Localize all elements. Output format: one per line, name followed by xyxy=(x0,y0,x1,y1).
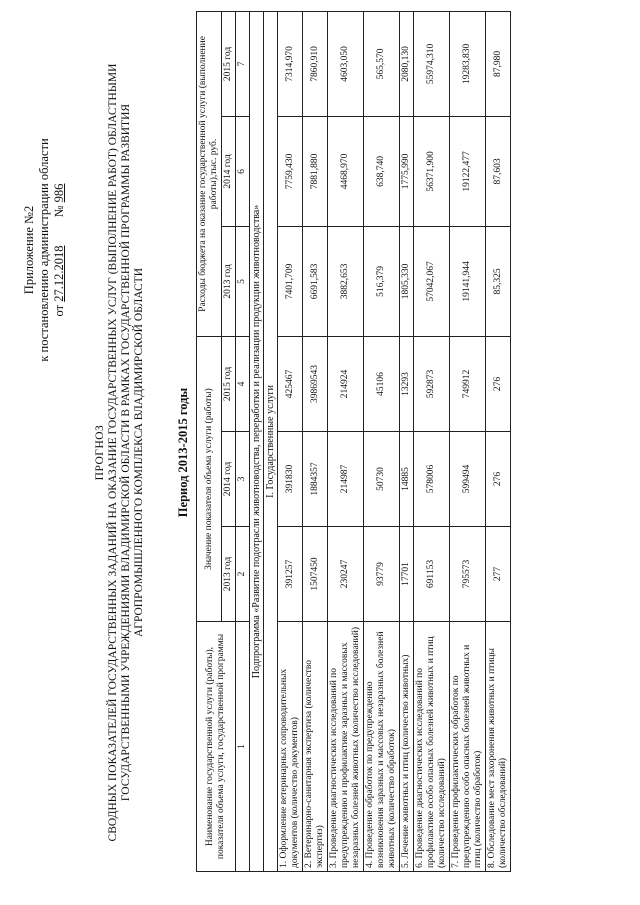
year-header: 2014 год xyxy=(222,432,236,527)
table-row xyxy=(364,11,400,871)
budget-cell: 565,570 xyxy=(364,11,400,116)
volume-cell: 592873 xyxy=(414,336,450,431)
volume-cell: 276 xyxy=(486,336,511,431)
forecast-table xyxy=(196,11,511,872)
volume-cell: 214924 xyxy=(328,336,364,431)
volume-cell: 391257 xyxy=(278,527,303,622)
year-header: 2013 год xyxy=(222,527,236,622)
service-name-cell: 1. Оформление ветеринарных сопроводительных документов (количество документов) xyxy=(278,622,303,872)
document-heading xyxy=(94,50,146,855)
volume-cell: 795573 xyxy=(450,527,486,622)
budget-cell: 7314,970 xyxy=(278,11,303,116)
volume-cell: 39869543 xyxy=(303,336,328,431)
year-header: 2015 год xyxy=(222,11,236,116)
budget-cell: 55974,310 xyxy=(414,11,450,116)
section-title: I. Государственные услуги xyxy=(264,11,278,871)
table-row xyxy=(414,11,450,871)
budget-cell: 2080,130 xyxy=(400,11,414,116)
budget-cell: 1775,990 xyxy=(400,116,414,226)
decree-date: 27.12.2018 xyxy=(52,245,66,302)
appendix-block xyxy=(22,70,67,430)
table-row xyxy=(450,11,486,871)
heading-line-2: СВОДНЫХ ПОКАЗАТЕЛЕЙ ГОСУДАРСТВЕННЫХ ЗАДАНИЙ НА ОКАЗАНИЕ ГОСУДАРСТВЕННЫХ УСЛУГ (ВЫПОЛНЕНИЕ РАБОТ) ОБЛАСТНЫМИ xyxy=(107,63,119,842)
column-number: 6 xyxy=(236,116,250,226)
budget-cell: 56371,900 xyxy=(414,116,450,226)
volume-cell: 749912 xyxy=(450,336,486,431)
header-budget: Расходы бюджета на оказание государственной услуги (выполнение работы),тыс. руб. xyxy=(197,11,222,336)
header-service: Наименование государственной услуги (работы), показателя объема услуги, государственной программы xyxy=(197,622,236,872)
appendix-subtitle: к постановлению администрации области xyxy=(37,138,51,362)
budget-cell: 19283,830 xyxy=(450,11,486,116)
appendix-title: Приложение №2 xyxy=(22,205,36,295)
budget-cell: 638,740 xyxy=(364,116,400,226)
volume-cell: 50730 xyxy=(364,432,400,527)
column-number: 2 xyxy=(236,527,250,622)
service-name-cell: 3. Проведение диагностических исследований по предупреждению и профилактике заразных и массовых незаразных болезней животных (количество исследований) xyxy=(328,622,364,872)
volume-cell: 599494 xyxy=(450,432,486,527)
budget-cell: 7401,709 xyxy=(278,226,303,336)
subprogram-row xyxy=(250,11,264,871)
appendix-date-line xyxy=(52,70,67,430)
table-row xyxy=(303,11,328,871)
volume-cell: 45106 xyxy=(364,336,400,431)
header-volume: Значение показателя объема услуги (работы) xyxy=(197,336,222,621)
subprogram-title: Подпрограмма «Развитие подотрасли животноводства, переработки и реализации продукции животноводства» xyxy=(250,11,264,871)
service-name-cell: 5. Лечение животных и птиц (количество животных) xyxy=(400,622,414,872)
year-header: 2014 год xyxy=(222,116,236,226)
budget-cell: 7759,430 xyxy=(278,116,303,226)
table-row xyxy=(328,11,364,871)
budget-cell: 4468,970 xyxy=(328,116,364,226)
decree-number: 986 xyxy=(52,183,66,203)
budget-cell: 3882,653 xyxy=(328,226,364,336)
budget-cell: 19122,477 xyxy=(450,116,486,226)
section-row xyxy=(264,11,278,871)
heading-line-4: АГРОПРОМЫШЛЕННОГО КОМПЛЕКСА ВЛАДИМИРСКОЙ ОБЛАСТИ xyxy=(133,267,145,638)
heading-line-3: ГОСУДАРСТВЕННЫМИ УЧРЕЖДЕНИЯМИ ВЛАДИМИРСКОЙ ОБЛАСТИ В РАМКАХ ГОСУДАРСТВЕННОЙ ПРОГРАММЫ РАЗВИТИЯ xyxy=(120,103,132,802)
number-prefix: № xyxy=(52,205,66,218)
year-header: 2015 год xyxy=(222,336,236,431)
volume-cell: 14885 xyxy=(400,432,414,527)
service-name-cell: 4. Проведение обработок по предупреждению возникновения заразных и массовых незаразных болезней животных (количество обработок) xyxy=(364,622,400,872)
volume-cell: 230247 xyxy=(328,527,364,622)
volume-cell: 276 xyxy=(486,432,511,527)
year-header: 2013 год xyxy=(222,226,236,336)
column-number: 7 xyxy=(236,11,250,116)
budget-cell: 6691,583 xyxy=(303,226,328,336)
budget-cell: 85,325 xyxy=(486,226,511,336)
volume-cell: 1884357 xyxy=(303,432,328,527)
table-row xyxy=(400,11,414,871)
volume-cell: 277 xyxy=(486,527,511,622)
budget-cell: 87,603 xyxy=(486,116,511,226)
column-number: 4 xyxy=(236,336,250,431)
budget-cell: 516,379 xyxy=(364,226,400,336)
date-prefix: от xyxy=(52,304,66,317)
budget-cell: 7860,910 xyxy=(303,11,328,116)
volume-cell: 391830 xyxy=(278,432,303,527)
service-name-cell: 2. Ветеринарно-санитарная экспертиза (количество экспертиз) xyxy=(303,622,328,872)
volume-cell: 93779 xyxy=(364,527,400,622)
volume-cell: 425467 xyxy=(278,336,303,431)
period-title: Период 2013-2015 годы xyxy=(176,387,190,518)
table-row xyxy=(278,11,303,871)
service-name-cell: 8. Обследование мест захоронения животных и птицы (количество обследований) xyxy=(486,622,511,872)
numbering-row xyxy=(236,11,250,871)
table-row xyxy=(486,11,511,871)
budget-cell: 4603,050 xyxy=(328,11,364,116)
budget-cell: 19141,944 xyxy=(450,226,486,336)
column-number: 5 xyxy=(236,226,250,336)
budget-cell: 87,980 xyxy=(486,11,511,116)
column-number: 1 xyxy=(236,622,250,872)
volume-cell: 1507450 xyxy=(303,527,328,622)
service-name-cell: 6. Проведение диагностических исследований по профилактике особо опасных болезней животных и птиц (количество исследований) xyxy=(414,622,450,872)
volume-cell: 17701 xyxy=(400,527,414,622)
heading-line-1: ПРОГНОЗ xyxy=(94,424,106,481)
volume-cell: 691153 xyxy=(414,527,450,622)
volume-cell: 578006 xyxy=(414,432,450,527)
volume-cell: 13293 xyxy=(400,336,414,431)
budget-cell: 57042,067 xyxy=(414,226,450,336)
budget-cell: 7881,880 xyxy=(303,116,328,226)
column-number: 3 xyxy=(236,432,250,527)
header-row-1 xyxy=(197,11,222,871)
volume-cell: 214987 xyxy=(328,432,364,527)
budget-cell: 1805,330 xyxy=(400,226,414,336)
service-name-cell: 7. Проведение профилактических обработок по предупреждению особо опасных болезней животных и птиц (количество обработок) xyxy=(450,622,486,872)
